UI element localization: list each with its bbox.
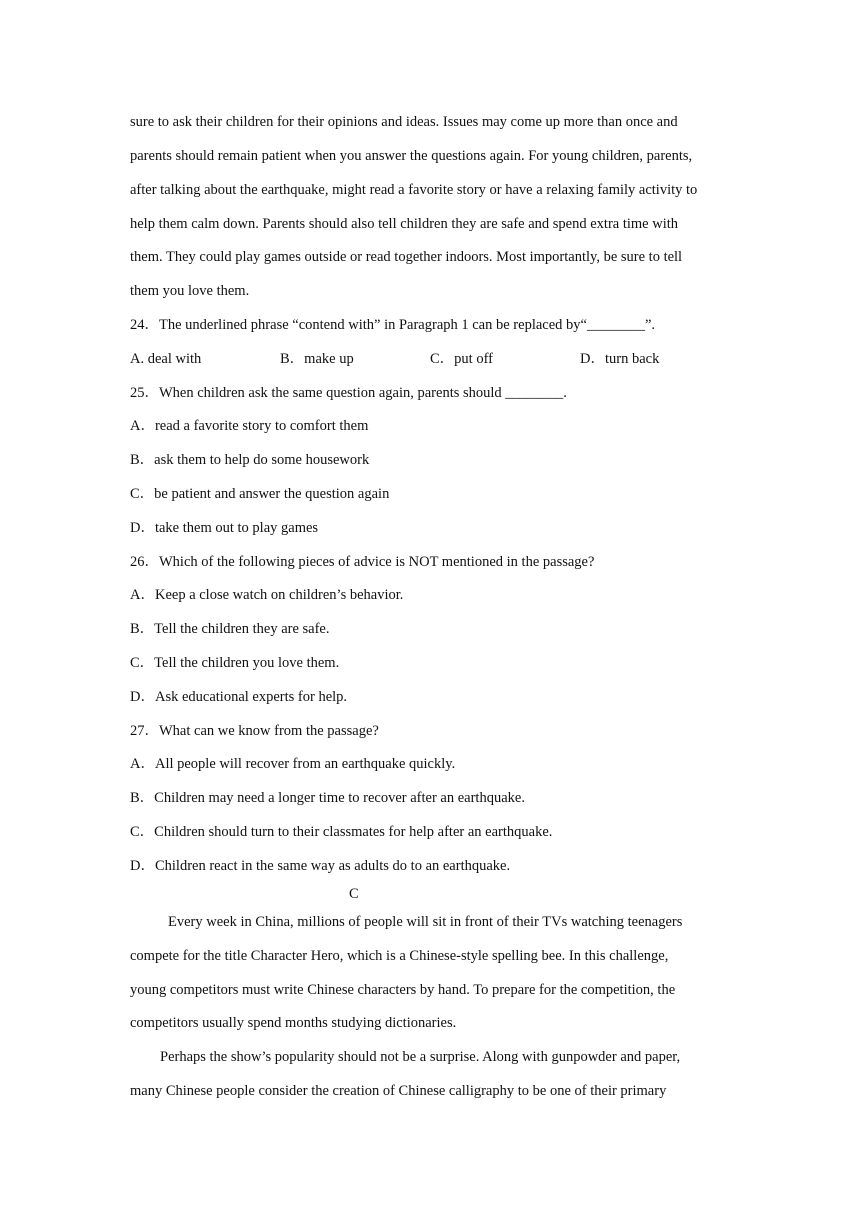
passage-c-line: Every week in China, millions of people will sit in front of their TVs watching teenagers (168, 914, 683, 930)
passage-c-line: many Chinese people consider the creation of Chinese calligraphy to be one of their primary (130, 1083, 667, 1099)
question-24-option-d: D．turn back (580, 351, 660, 367)
section-heading-c: C (349, 886, 359, 902)
question-26-option-c: C．Tell the children you love them. (130, 655, 340, 671)
passage-c-line: young competitors must write Chinese characters by hand. To prepare for the competition, the (130, 982, 676, 998)
question-27-option-c: C．Children should turn to their classmates for help after an earthquake. (130, 824, 553, 840)
question-26-option-d: D．Ask educational experts for help. (130, 689, 348, 705)
passage-c-line: Perhaps the show’s popularity should not be a surprise. Along with gunpowder and paper, (160, 1049, 681, 1065)
question-25-option-a: A．read a favorite story to comfort them (130, 418, 369, 434)
question-24-stem: 24．The underlined phrase “contend with” in Paragraph 1 can be replaced by“________”. (130, 317, 656, 333)
question-25-option-c: C．be patient and answer the question again (130, 486, 390, 502)
question-26-option-a: A．Keep a close watch on children’s behavior. (130, 587, 404, 603)
question-27-option-a: A．All people will recover from an earthquake quickly. (130, 756, 456, 772)
question-27-option-b: B．Children may need a longer time to recover after an earthquake. (130, 790, 525, 806)
passage-line: them you love them. (130, 283, 250, 299)
question-24-option-a: A. deal with (130, 351, 202, 367)
question-27-option-d: D．Children react in the same way as adults do to an earthquake. (130, 858, 511, 874)
question-24-option-b: B．make up (280, 351, 354, 367)
passage-c-line: compete for the title Character Hero, which is a Chinese-style spelling bee. In this challenge, (130, 948, 669, 964)
passage-line: parents should remain patient when you answer the questions again. For young children, parents, (130, 148, 693, 164)
passage-c-line: competitors usually spend months studying dictionaries. (130, 1015, 457, 1031)
question-26-option-b: B．Tell the children they are safe. (130, 621, 330, 637)
question-27-stem: 27．What can we know from the passage? (130, 723, 379, 739)
passage-line: after talking about the earthquake, might read a favorite story or have a relaxing family activity to (130, 182, 698, 198)
question-25-stem: 25．When children ask the same question again, parents should ________. (130, 385, 567, 401)
question-24-option-c: C．put off (430, 351, 493, 367)
passage-line: help them calm down. Parents should also tell children they are safe and spend extra time with (130, 216, 679, 232)
question-26-stem: 26．Which of the following pieces of advice is NOT mentioned in the passage? (130, 554, 595, 570)
passage-line: them. They could play games outside or read together indoors. Most importantly, be sure to tell (130, 249, 683, 265)
passage-line: sure to ask their children for their opinions and ideas. Issues may come up more than once and (130, 114, 678, 130)
question-25-option-b: B．ask them to help do some housework (130, 452, 370, 468)
question-25-option-d: D．take them out to play games (130, 520, 319, 536)
